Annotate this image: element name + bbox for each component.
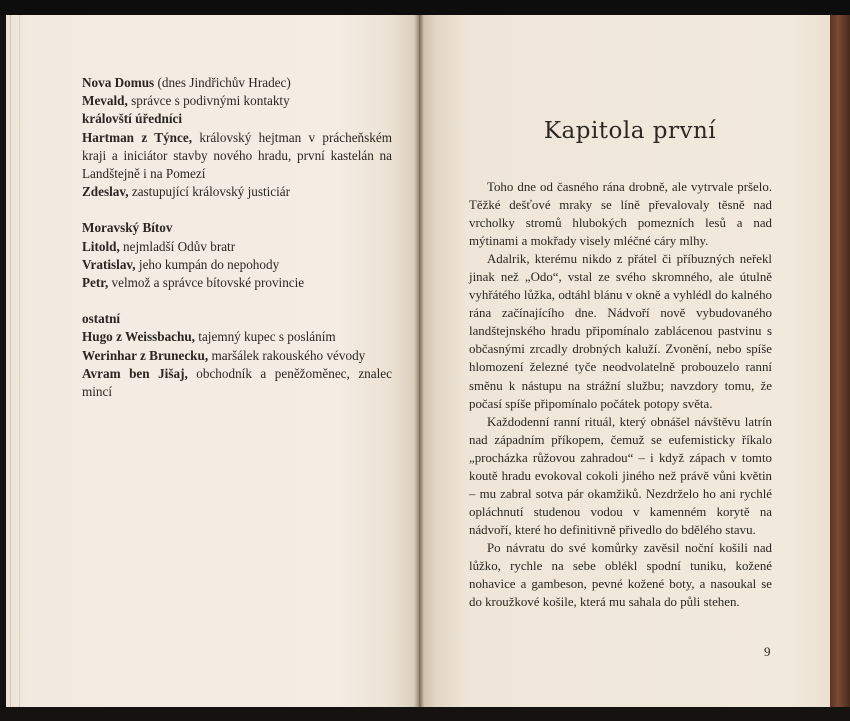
paragraph: Adalrik, kterému nikdo z přátel či příbuzných neřekl jinak než „Odo“, vstal ze svého skromného, ale útulně vyhřátého lůžka, odtáhl blánu v okně a vyhlédl do kalného rána začínajícího dne. Nádvoří nově vybudovaného landštejnského hradu připomínalo zablácenou pastvinu s občasnými zrcadly drobných kaluží. Zvonění, nebo spíše hlomození železné tyče neodvolatelně probouzelo ranní směnu k nástupu na strážní službu; navzdory tomu, že počasí spíše připomínalo počátek potopy světa.	[469, 252, 772, 411]
entry-name: Vratislav,	[82, 256, 136, 272]
book-cover-edge	[830, 15, 850, 707]
entry-name: Litold,	[82, 238, 120, 254]
character-entry	[82, 129, 392, 184]
entry-description: tajemný kupec s posláním	[194, 329, 336, 345]
entry-name: Petr,	[82, 275, 109, 291]
paragraph: Po návratu do své komůrky zavěsil noční košili nad lůžko, rychle na sebe oblékl spodní tuniku, kožené nohavice a gambeson, pevné kožené boty, a nasoukal se do kroužkové košile, která mu sahala do půli stehen.	[469, 540, 772, 610]
character-entry	[82, 238, 392, 256]
entry-description: maršálek rakouského vévody	[208, 347, 366, 363]
entry-name: Moravský Bítov	[82, 220, 173, 236]
entry-description: velmož a správce bítovské provincie	[108, 275, 305, 291]
entry-name: Mevald,	[82, 93, 128, 109]
character-entry	[82, 328, 392, 346]
chapter-title: Kapitola první	[543, 118, 717, 144]
entry-name: Hartman z Týnce,	[82, 129, 193, 145]
character-entry	[82, 219, 392, 237]
entry-name: Avram ben Jišaj,	[82, 365, 188, 381]
entry-description: zastupující královský justiciár	[128, 184, 291, 200]
page-number: 9	[764, 644, 771, 659]
entry-name: Nova Domus	[82, 75, 155, 90]
entry-name: Zdeslav,	[82, 184, 129, 200]
entry-description: obchodník a peněžoměnec, znalec mincí	[82, 365, 393, 400]
character-entry	[82, 274, 392, 292]
character-list	[82, 74, 392, 401]
character-entry	[82, 74, 392, 92]
paragraph: Každodenní ranní rituál, který obnášel návštěvu latrín nad západním příkopem, čemuž se eufemisticky říkalo „procházka růžovou zahradou“ – i když zápach v tomto koutě hradu evokoval cokoli jiného než právě vůni květin – mu zabral sotva pár okamžiků. Nezdrželo ho ani rychlé opláchnutí studenou vodou v kamenném korytě na nádvoří, které ho definitivně přivedlo do bdělého stavu.	[469, 414, 772, 537]
entry-description: nejmladší Odův bratr	[119, 238, 236, 254]
entry-description: správce s podivnými kontakty	[127, 93, 290, 109]
entry-description: královský hejtman v prácheňském kraji a iniciátor stavby nového hradu, první kastelán na Landštejně i na Pomezí	[82, 129, 392, 182]
entry-name: Hugo z Weissbachu,	[82, 329, 195, 345]
book-gutter	[414, 15, 424, 707]
entry-name: Werinhar z Brunecku,	[82, 347, 209, 363]
character-entry	[82, 256, 392, 274]
character-entry	[82, 310, 392, 328]
character-entry	[82, 365, 392, 401]
paragraph: Toho dne od časného rána drobně, ale vytrvale pršelo. Těžké dešťové mraky se líně převalovaly těsně nad vrcholky stromů hlubokých pomezních lesů a nad mýtinami a mokřady visely mléčné cáry mlhy.	[469, 180, 772, 249]
character-entry	[82, 92, 392, 110]
entry-name: ostatní	[82, 311, 121, 327]
chapter-body	[469, 178, 772, 611]
character-entry	[82, 347, 392, 365]
character-entry	[82, 110, 392, 128]
entry-description: jeho kumpán do nepohody	[135, 256, 280, 272]
entry-spacer	[82, 201, 392, 219]
bottom-border	[0, 707, 850, 721]
left-page-edge	[10, 15, 20, 707]
character-entry	[82, 183, 392, 201]
entry-name: královští úředníci	[82, 111, 183, 127]
top-border	[0, 0, 850, 15]
entry-description: (dnes Jindřichův Hradec)	[154, 75, 291, 90]
entry-spacer	[82, 292, 392, 310]
